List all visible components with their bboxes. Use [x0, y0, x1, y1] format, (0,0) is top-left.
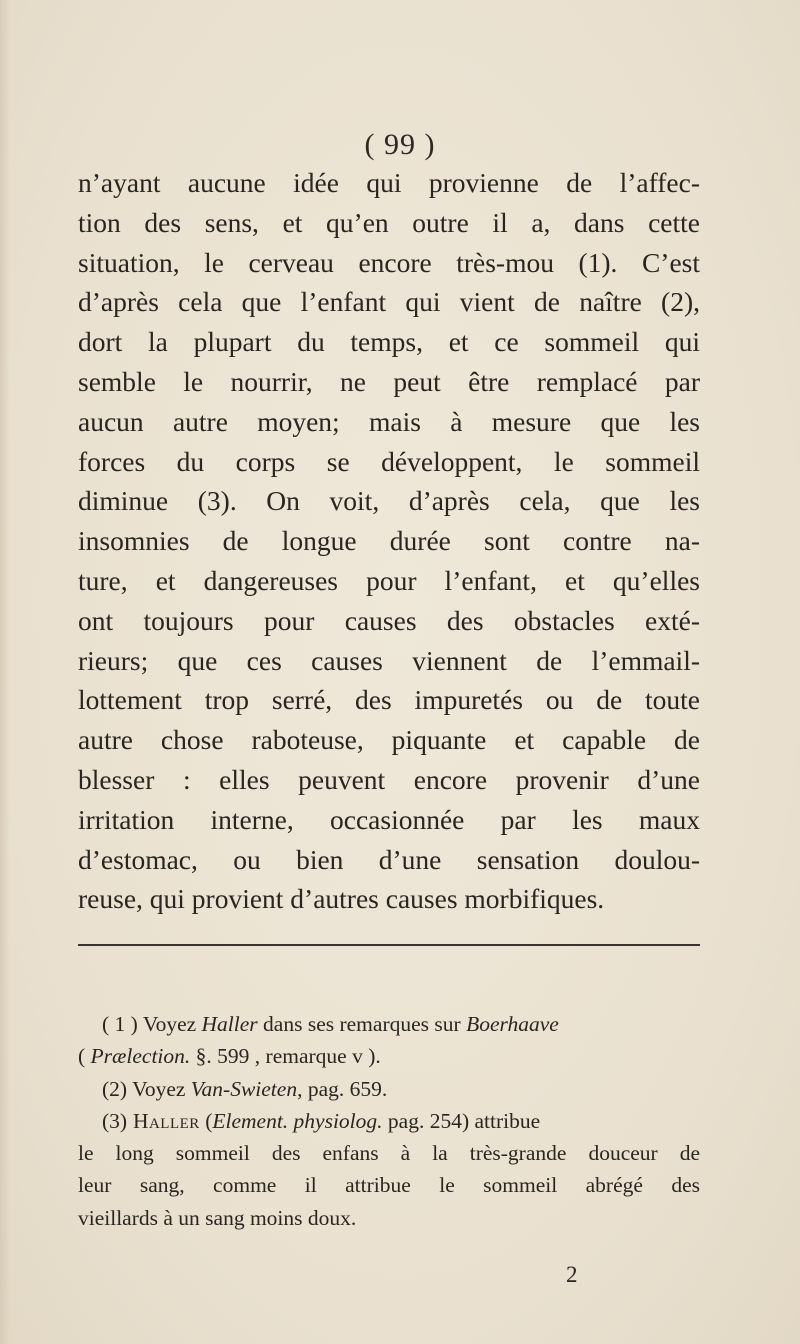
- footnote-work: Element. physiolog.: [212, 1108, 383, 1133]
- main-text-block: [78, 163, 700, 919]
- footnote-marker: ( 1 ): [102, 1012, 138, 1036]
- footnote-work: Boerhaave: [466, 1012, 559, 1036]
- text-line: diminue (3). On voit, d’après cela, que les: [78, 485, 700, 517]
- footnote-marker: (3): [102, 1108, 128, 1133]
- footnote-author: Haller: [201, 1012, 258, 1036]
- text-line: irritation interne, occasionnée par les maux: [78, 803, 700, 835]
- footnote-1-line-2: ( Prælection. §. 599 , remarque v ).: [78, 1044, 381, 1069]
- footnote-3-line-2: le long sommeil des enfans à la très-grande douceur de: [78, 1141, 700, 1166]
- footnote-3-line-3: leur sang, comme il attribue le sommeil abrégé des: [78, 1173, 700, 1198]
- text-line: semble le nourrir, ne peut être remplacé par: [78, 365, 700, 397]
- page-number: ( 99 ): [364, 128, 436, 161]
- page-edge-shadow: [0, 0, 10, 1344]
- signature-mark: 2: [566, 1262, 578, 1287]
- text-line: insomnies de longue durée sont contre na-: [78, 525, 700, 557]
- text-line: reuse, qui provient d’autres causes morbifiques.: [78, 883, 605, 915]
- text-line: blesser : elles peuvent encore provenir d’une: [78, 763, 700, 795]
- text-line: n’ayant aucune idée qui provienne de l’affec-: [78, 167, 700, 198]
- text-line: d’estomac, ou bien d’une sensation doulou-: [78, 843, 700, 875]
- text-line: d’après cela que l’enfant qui vient de naître (2),: [78, 286, 700, 318]
- text-line: dort la plupart du temps, et ce sommeil qui: [78, 326, 700, 358]
- footnote-author: Haller: [127, 1108, 200, 1133]
- text-line: ture, et dangereuses pour l’enfant, et qu’elles: [78, 564, 700, 596]
- text-line: tion des sens, et qu’en outre il a, dans cette: [78, 206, 700, 238]
- text-line: lottement trop serré, des impuretés ou de toute: [78, 684, 700, 716]
- text-line: rieurs; que ces causes viennent de l’emmail-: [78, 644, 700, 676]
- footnotes-block: [78, 1008, 700, 1234]
- text-line: ont toujours pour causes des obstacles exté-: [78, 604, 700, 636]
- text-line: aucun autre moyen; mais à mesure que les: [78, 405, 700, 437]
- footnote-separator-rule: [78, 944, 700, 946]
- footnote-1-line-1: ( 1 ) Voyez Haller dans ses remarques sur Boerhaave: [102, 1012, 559, 1036]
- footnote-marker: (2): [102, 1076, 128, 1101]
- footnote-3-line-1: (3) Haller (Element. physiolog. pag. 254) attribue: [102, 1108, 541, 1133]
- text-line: autre chose raboteuse, piquante et capable de: [78, 724, 700, 756]
- footnote-2-line-1: (2) Voyez Van-Swieten, pag. 659.: [102, 1076, 388, 1101]
- text-line: forces du corps se développent, le sommeil: [78, 445, 700, 477]
- footnote-author: Van-Swieten: [190, 1076, 298, 1101]
- text-line: situation, le cerveau encore très-mou (1). C’est: [78, 246, 700, 278]
- footnote-3-line-4: vieillards à un sang moins doux.: [78, 1205, 357, 1230]
